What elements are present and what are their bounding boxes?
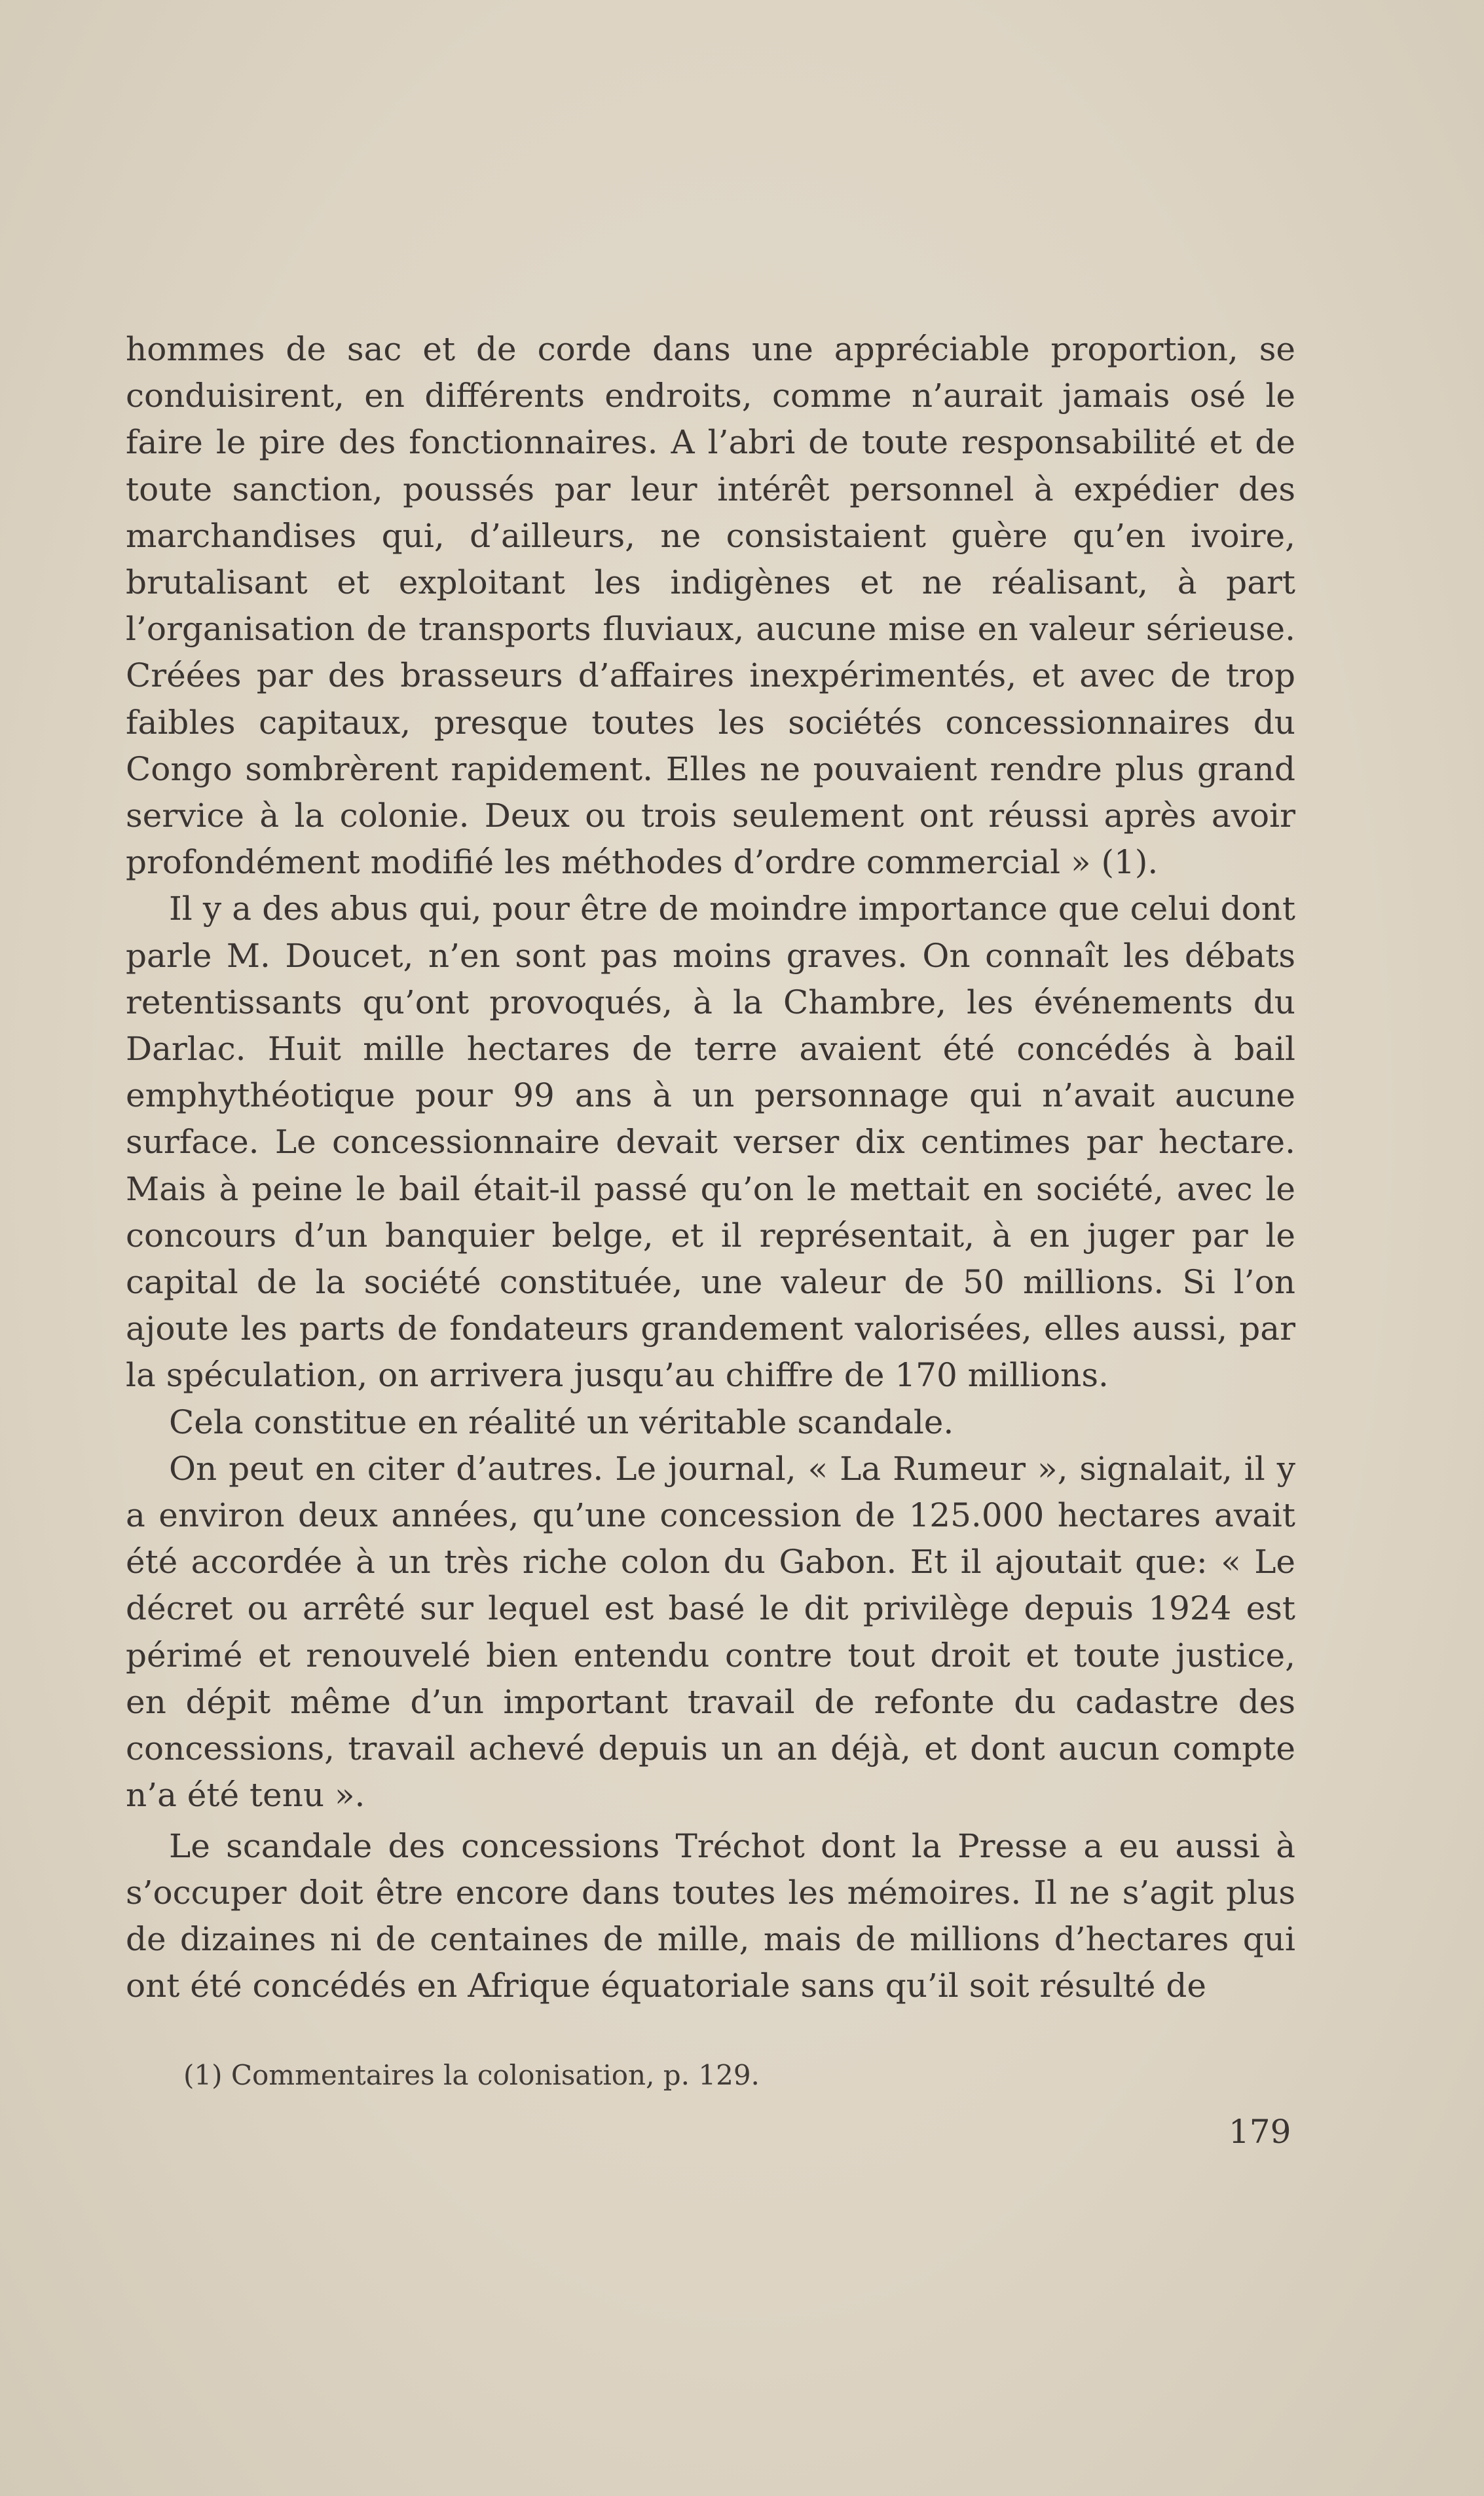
paragraph-darlac: Il y a des abus qui, pour être de moindre importance que celui dont parle M. Doucet, n’en sont pas moins graves. On connaît les débats retentissants qu’ont provoqués, à la Chambre, les événements du Darlac. Huit mille hectares de terre avaient été concédés à bail emphythéotique pour 99 ans à un personnage qui n’avait aucune surface. Le concessionnaire devait verser dix centimes par hectare. Mais à peine le bail était-il passé qu’on le mettait en société, avec le concours d’un banquier belge, et il représentait, à en juger par le capital de la société constituée, une valeur de 50 millions. Si l’on ajoute les parts de fondateurs grandement valorisées, elles aussi, par la spéculation, on arrivera jusqu’au chiffre de 170 millions. [126,890,1295,1395]
paragraph-rumeur: On peut en citer d’autres. Le journal, « La Rumeur », signalait, il y a environ deux années, qu’une concession de 125.000 hectares avait été accordée à un très riche colon du Gabon. Et il ajoutait que: « Le décret ou arrêté sur lequel est basé le dit privilège depuis 1924 est périmé et renouvelé bien entendu contre tout droit et toute justice, en dépit même d’un important travail de refonte du cadastre des concessions, travail achevé depuis un an déjà, et dont aucun compte n’a été tenu ». [126,1449,1295,1815]
body-text [126,326,1295,2009]
footnote: (1) Commentaires la colonisation, p. 129. [183,2059,760,2091]
paragraph-trechot: Le scandale des concessions Tréchot dont la Presse a eu aussi à s’occuper doit être encore dans toutes les mémoires. Il ne s’agit plus de dizaines ni de centaines de mille, mais de millions d’hectares qui ont été concédés en Afrique équatoriale sans qu’il soit résulté de [126,1826,1295,2005]
paragraph-scandale: Cela constitue en réalité un véritable scandale. [169,1403,954,1441]
page-number: 179 [1229,2113,1291,2151]
paragraph-continuation: hommes de sac et de corde dans une appréciable proportion, se conduisirent, en différents endroits, comme n’aurait jamais osé le faire le pire des fonctionnaires. A l’abri de toute responsabilité et de toute sanction, poussés par leur intérêt personnel à expédier des marchandises qui, d’ailleurs, ne consistaient guère qu’en ivoire, brutalisant et exploitant les indigènes et ne réalisant, à part l’organisation de transports fluviaux, aucune mise en valeur sérieuse. Créées par des brasseurs d’affaires inexpérimentés, et avec de trop faibles capitaux, presque toutes les sociétés concessionnaires du Congo sombrèrent rapidement. Elles ne pouvaient rendre plus grand service à la colonie. Deux ou trois seulement ont réussi après avoir profondément modifié les méthodes d’ordre commercial » (1). [126,330,1295,882]
